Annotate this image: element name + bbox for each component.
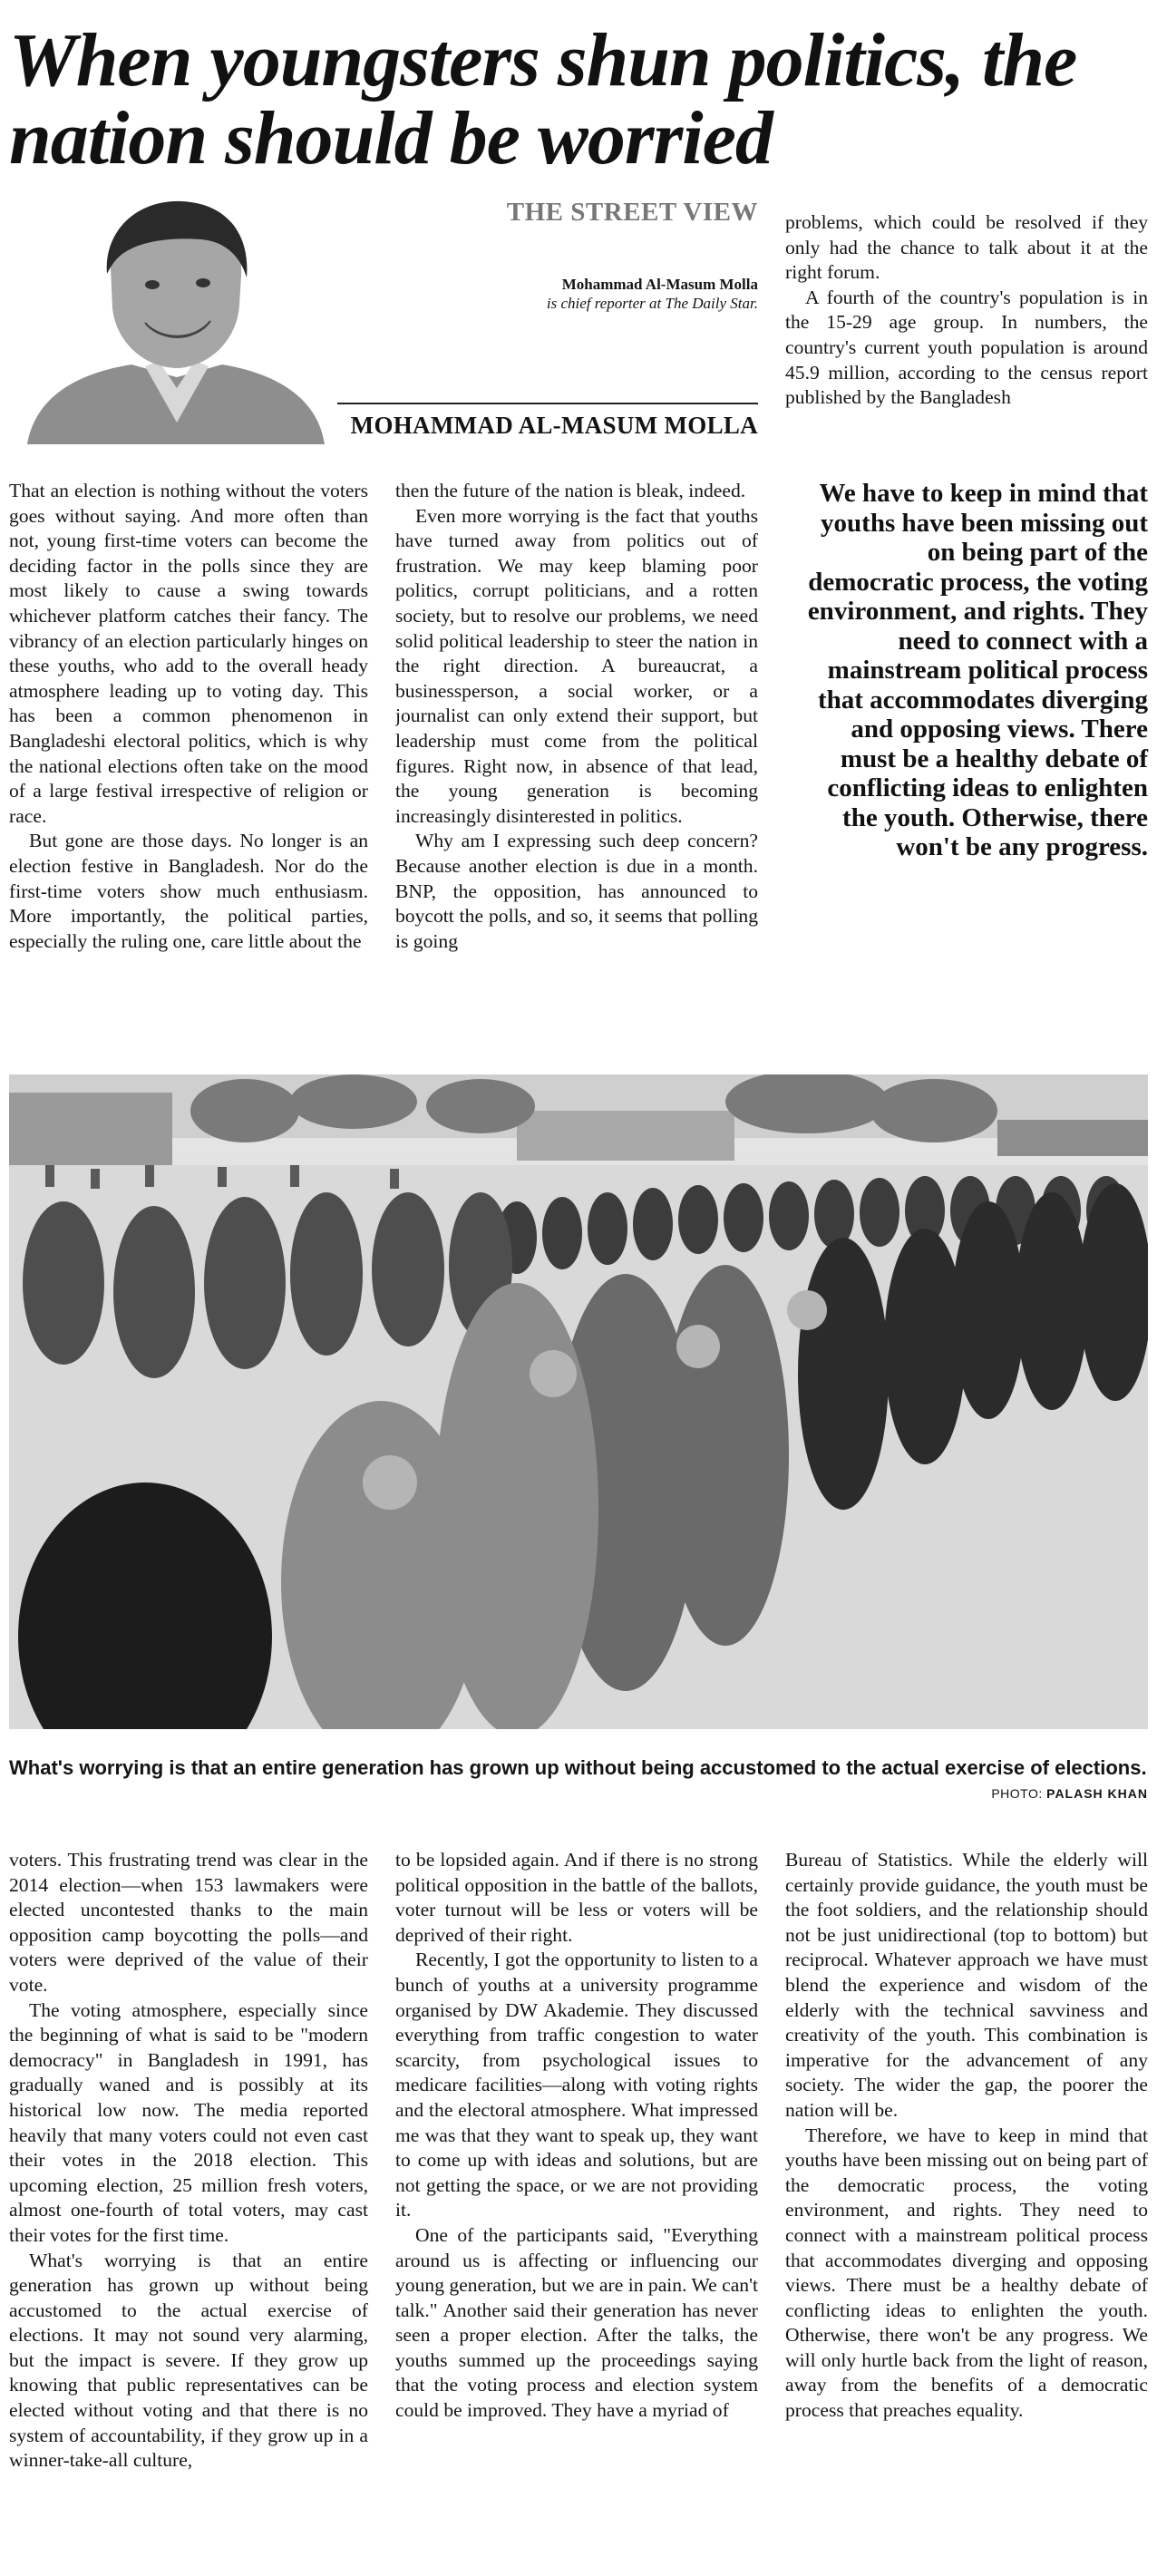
pull-quote: We have to keep in mind that youths have been missing out on being part of the democratic process, the voting environment, and rights. They need to connect with a mainstream political process that accommodates diverging and opposing views. There must be a healthy debate of conflicting ideas to enlighten the youth. Otherwise, there won't be any progress. (807, 479, 1148, 861)
election-queue-photo (9, 1074, 1148, 1729)
photo-credit (991, 1786, 1148, 1801)
byline: MOHAMMAD AL-MASUM MOLLA (337, 403, 758, 440)
body-column-5 (785, 1848, 1148, 2573)
paragraph: Bureau of Statistics. While the elderly will certainly provide guidance, the youth must be the foot soldiers, and the relationship should not be just unidirectional (top to bottom) but reciprocal. Whatever approach we have must blend the experience and wisdom of the elderly with the technical savviness and creativity of the youth. This combination is imperative for the advancement of any society. The wider the gap, the poorer the nation will be. (785, 1849, 1148, 2121)
paragraph: The voting atmosphere, especially since the beginning of what is said to be "modern democracy" in Bangladesh in 1991, has gradually waned and is possibly at its historical low now. The media reported heavily that many voters could not even cast their votes in the 2018 election. This upcoming election, 25 million fresh voters, almost one-fourth of total voters, may cast their votes for the first time. (9, 1998, 368, 2246)
paragraph: voters. This frustrating trend was clear in the 2014 election—when 153 lawmakers were elected uncontested thanks to the main opposition camp boycotting the polls—and voters were deprived of the value of their vote. (9, 1849, 368, 1996)
body-column-3 (9, 1848, 368, 2573)
paragraph: Recently, I got the opportunity to listen to a bunch of youths at a university programme organised by DW Akademie. They discussed everything from traffic congestion to water scarcity, from psychological issues to medicare facilities—along with voting rights and the electoral atmosphere. What impressed me was that they want to speak up, they want to come up with ideas and solutions, but are not getting the space, or we are not providing it. (395, 1949, 758, 2221)
author-name: Mohammad Al-Masum Molla (561, 276, 758, 293)
body-column-4 (395, 1848, 758, 2573)
column-name: THE STREET VIEW (506, 198, 758, 227)
column-header (345, 198, 758, 313)
headline: When youngsters shun politics, the nation should be worried (9, 18, 1077, 180)
body-column-top-right (785, 210, 1148, 459)
author-note (345, 275, 758, 313)
paragraph: What's worrying is that an entire generation has grown up without being accustomed to the actual exercise of elections. It may not sound very alarming, but the impact is severe. If they grow up knowing that public representatives can be elected without voting and that there is no system of accountability, if they grow up in a winner-take-all culture, (9, 2249, 368, 2472)
paragraph: That an election is nothing without the voters goes without saying. And more often than not, young first-time voters can become the deciding factor in the polls since they are most likely to cause a swing towards whichever platform catches their fancy. The vibrancy of an election particularly hinges on these youths, who add to the overall heady atmosphere leading up to voting day. This has been a common phenomenon in Bangladeshi electoral politics, which is why the national elections often take on the mood of a large festival irrespective of religion or race. (9, 480, 368, 827)
paragraph: to be lopsided again. And if there is no strong political opposition in the battle of the ballots, voter turnout will be less or voters will be deprived of their right. (395, 1849, 758, 1946)
paragraph: But gone are those days. No longer is an election festive in Bangladesh. Nor do the first-time voters show much enthusiasm. More importantly, the political parties, especially the ruling one, care little about the (9, 830, 368, 952)
photo-credit-label: PHOTO: (991, 1786, 1043, 1801)
body-column-1 (9, 479, 368, 1059)
paragraph: Therefore, we have to keep in mind that youths have been missing out on being part of the democratic process, the voting environment, and rights. They need to connect with a mainstream political process that accommodates diverging and opposing views. There must be a healthy debate of conflicting ideas to enlighten the youth. Otherwise, there won't be any progress. We will only hurtle back from the light of reason, away from the benefits of a democratic process that preaches equality. (785, 2124, 1148, 2422)
paragraph: then the future of the nation is bleak, indeed. (395, 480, 746, 501)
paragraph: Even more worrying is the fact that youths have turned away from politics out of frustration. We may keep blaming poor politics, corrupt politicians, and a rotten society, but to resolve our problems, we need solid political leadership to steer the nation in the right direction. A bureaucrat, a businessperson, a social worker, or a journalist can only extend their support, but leadership must come from the political figures. Right now, in absence of that lead, the young generation is becoming increasingly disinterested in politics. (395, 504, 758, 827)
paragraph: Why am I expressing such deep concern? Because another election is due in a month. BNP, the opposition, has announced to boycott the polls, and so, it seems that polling is going (395, 830, 758, 952)
photo-credit-name: PALASH KHAN (1046, 1786, 1148, 1801)
paragraph: One of the participants said, "Everything around us is affecting or influencing our young generation, but we are in pain. We can't talk." Another said their generation has never seen a proper election. After the talks, the youths summed up the proceedings saying that the voting process and election system could be improved. They have a myriad of (395, 2223, 758, 2422)
body-column-2 (395, 479, 758, 1059)
author-role: is chief reporter at The Daily Star. (546, 295, 758, 312)
paragraph: problems, which could be resolved if they only had the chance to talk about it at the right forum. (785, 211, 1148, 284)
author-portrait (9, 187, 337, 444)
paragraph: A fourth of the country's population is in the 15-29 age group. In numbers, the country's current youth population is around 45.9 million, according to the census report published by the Bangladesh (785, 286, 1148, 409)
photo-caption: What's worrying is that an entire generation has grown up without being accustomed to the actual exercise of elections. (9, 1756, 1147, 1779)
